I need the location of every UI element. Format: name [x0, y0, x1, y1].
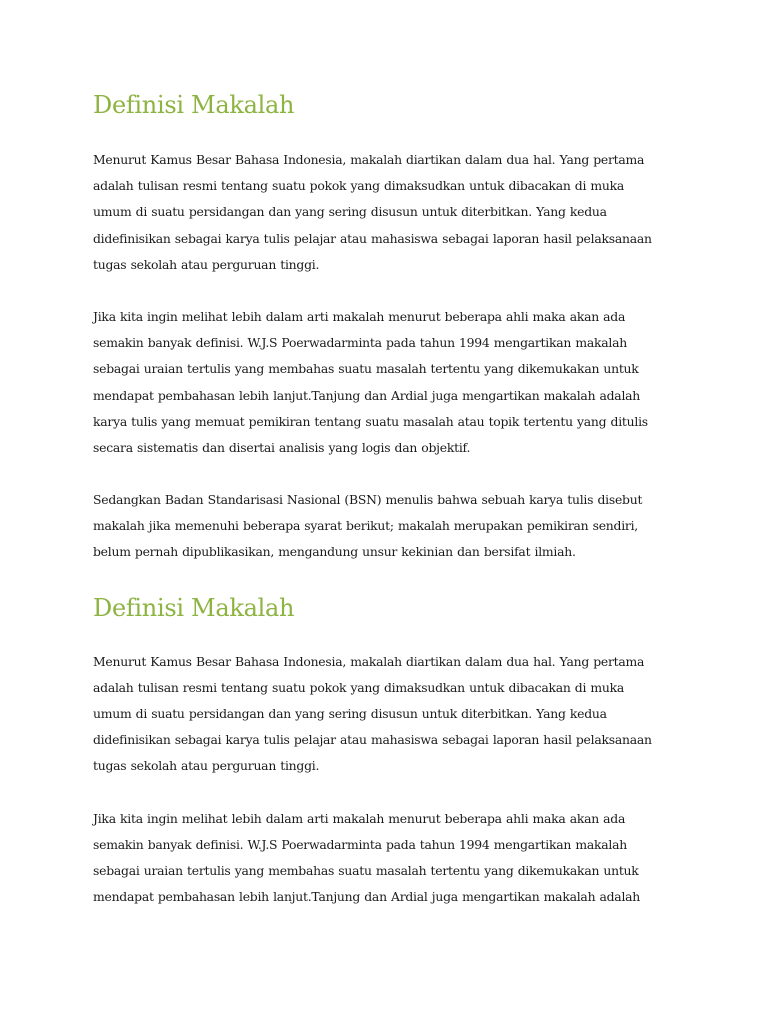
- text-line: semakin banyak definisi. W.J.S Poerwadarminta pada tahun 1994 mengartikan makalah: [93, 335, 627, 351]
- text-line: semakin banyak definisi. W.J.S Poerwadarminta pada tahun 1994 mengartikan makalah: [93, 836, 627, 852]
- text-line: makalah jika memenuhi beberapa syarat berikut; makalah merupakan pemikiran sendiri,: [93, 518, 638, 534]
- text-line: adalah tulisan resmi tentang suatu pokok yang dimaksudkan untuk dibacakan di muka: [93, 178, 625, 194]
- paragraph: [93, 487, 683, 566]
- paragraph: [93, 304, 683, 461]
- text-line: Jika kita ingin melihat lebih dalam arti makalah menurut beberapa ahli maka akan ada: [93, 308, 626, 324]
- text-line: tugas sekolah atau perguruan tinggi.: [93, 256, 320, 272]
- text-line: Jika kita ingin melihat lebih dalam arti makalah menurut beberapa ahli maka akan ada: [93, 810, 626, 826]
- text-line: umum di suatu persidangan dan yang sering disusun untuk diterbitkan. Yang kedua: [93, 204, 607, 220]
- text-line: Menurut Kamus Besar Bahasa Indonesia, makalah diartikan dalam dua hal. Yang pertama: [93, 152, 645, 167]
- section-heading: Definisi Makalah: [93, 91, 295, 119]
- text-line: umum di suatu persidangan dan yang sering disusun untuk diterbitkan. Yang kedua: [93, 706, 607, 721]
- section-2: [93, 589, 683, 911]
- text-line: adalah tulisan resmi tentang suatu pokok yang dimaksudkan untuk dibacakan di muka: [93, 679, 625, 695]
- text-line: sebagai uraian tertulis yang membahas suatu masalah tertentu yang dikemukakan untuk: [93, 862, 639, 878]
- text-line: karya tulis yang memuat pemikiran tentang suatu masalah atau topik tertentu yang ditulis: [93, 413, 648, 429]
- paragraph: [93, 147, 683, 278]
- text-line: mendapat pembahasan lebih lanjut.Tanjung dan Ardial juga mengartikan makalah adalah: [93, 889, 641, 905]
- section-1: [93, 86, 683, 566]
- text-line: Sedangkan Badan Standarisasi Nasional (BSN) menulis bahwa sebuah karya tulis disebut: [93, 492, 643, 508]
- text-line: belum pernah dipublikasikan, mengandung unsur kekinian dan bersifat ilmiah.: [93, 544, 576, 560]
- text-line: secara sistematis dan disertai analisis yang logis dan objektif.: [93, 439, 471, 455]
- document-content: [93, 86, 683, 910]
- paragraph: [93, 806, 683, 911]
- text-line: mendapat pembahasan lebih lanjut.Tanjung dan Ardial juga mengartikan makalah adalah: [93, 387, 641, 403]
- text-line: didefinisikan sebagai karya tulis pelajar atau mahasiswa sebagai laporan hasil pelaksanaan: [93, 230, 652, 246]
- paragraph: [93, 649, 683, 780]
- text-line: tugas sekolah atau perguruan tinggi.: [93, 758, 320, 774]
- text-line: didefinisikan sebagai karya tulis pelajar atau mahasiswa sebagai laporan hasil pelaksanaan: [93, 732, 652, 748]
- section-heading: Definisi Makalah: [93, 593, 295, 622]
- text-line: Menurut Kamus Besar Bahasa Indonesia, makalah diartikan dalam dua hal. Yang pertama: [93, 653, 645, 669]
- text-line: sebagai uraian tertulis yang membahas suatu masalah tertentu yang dikemukakan untuk: [93, 361, 639, 377]
